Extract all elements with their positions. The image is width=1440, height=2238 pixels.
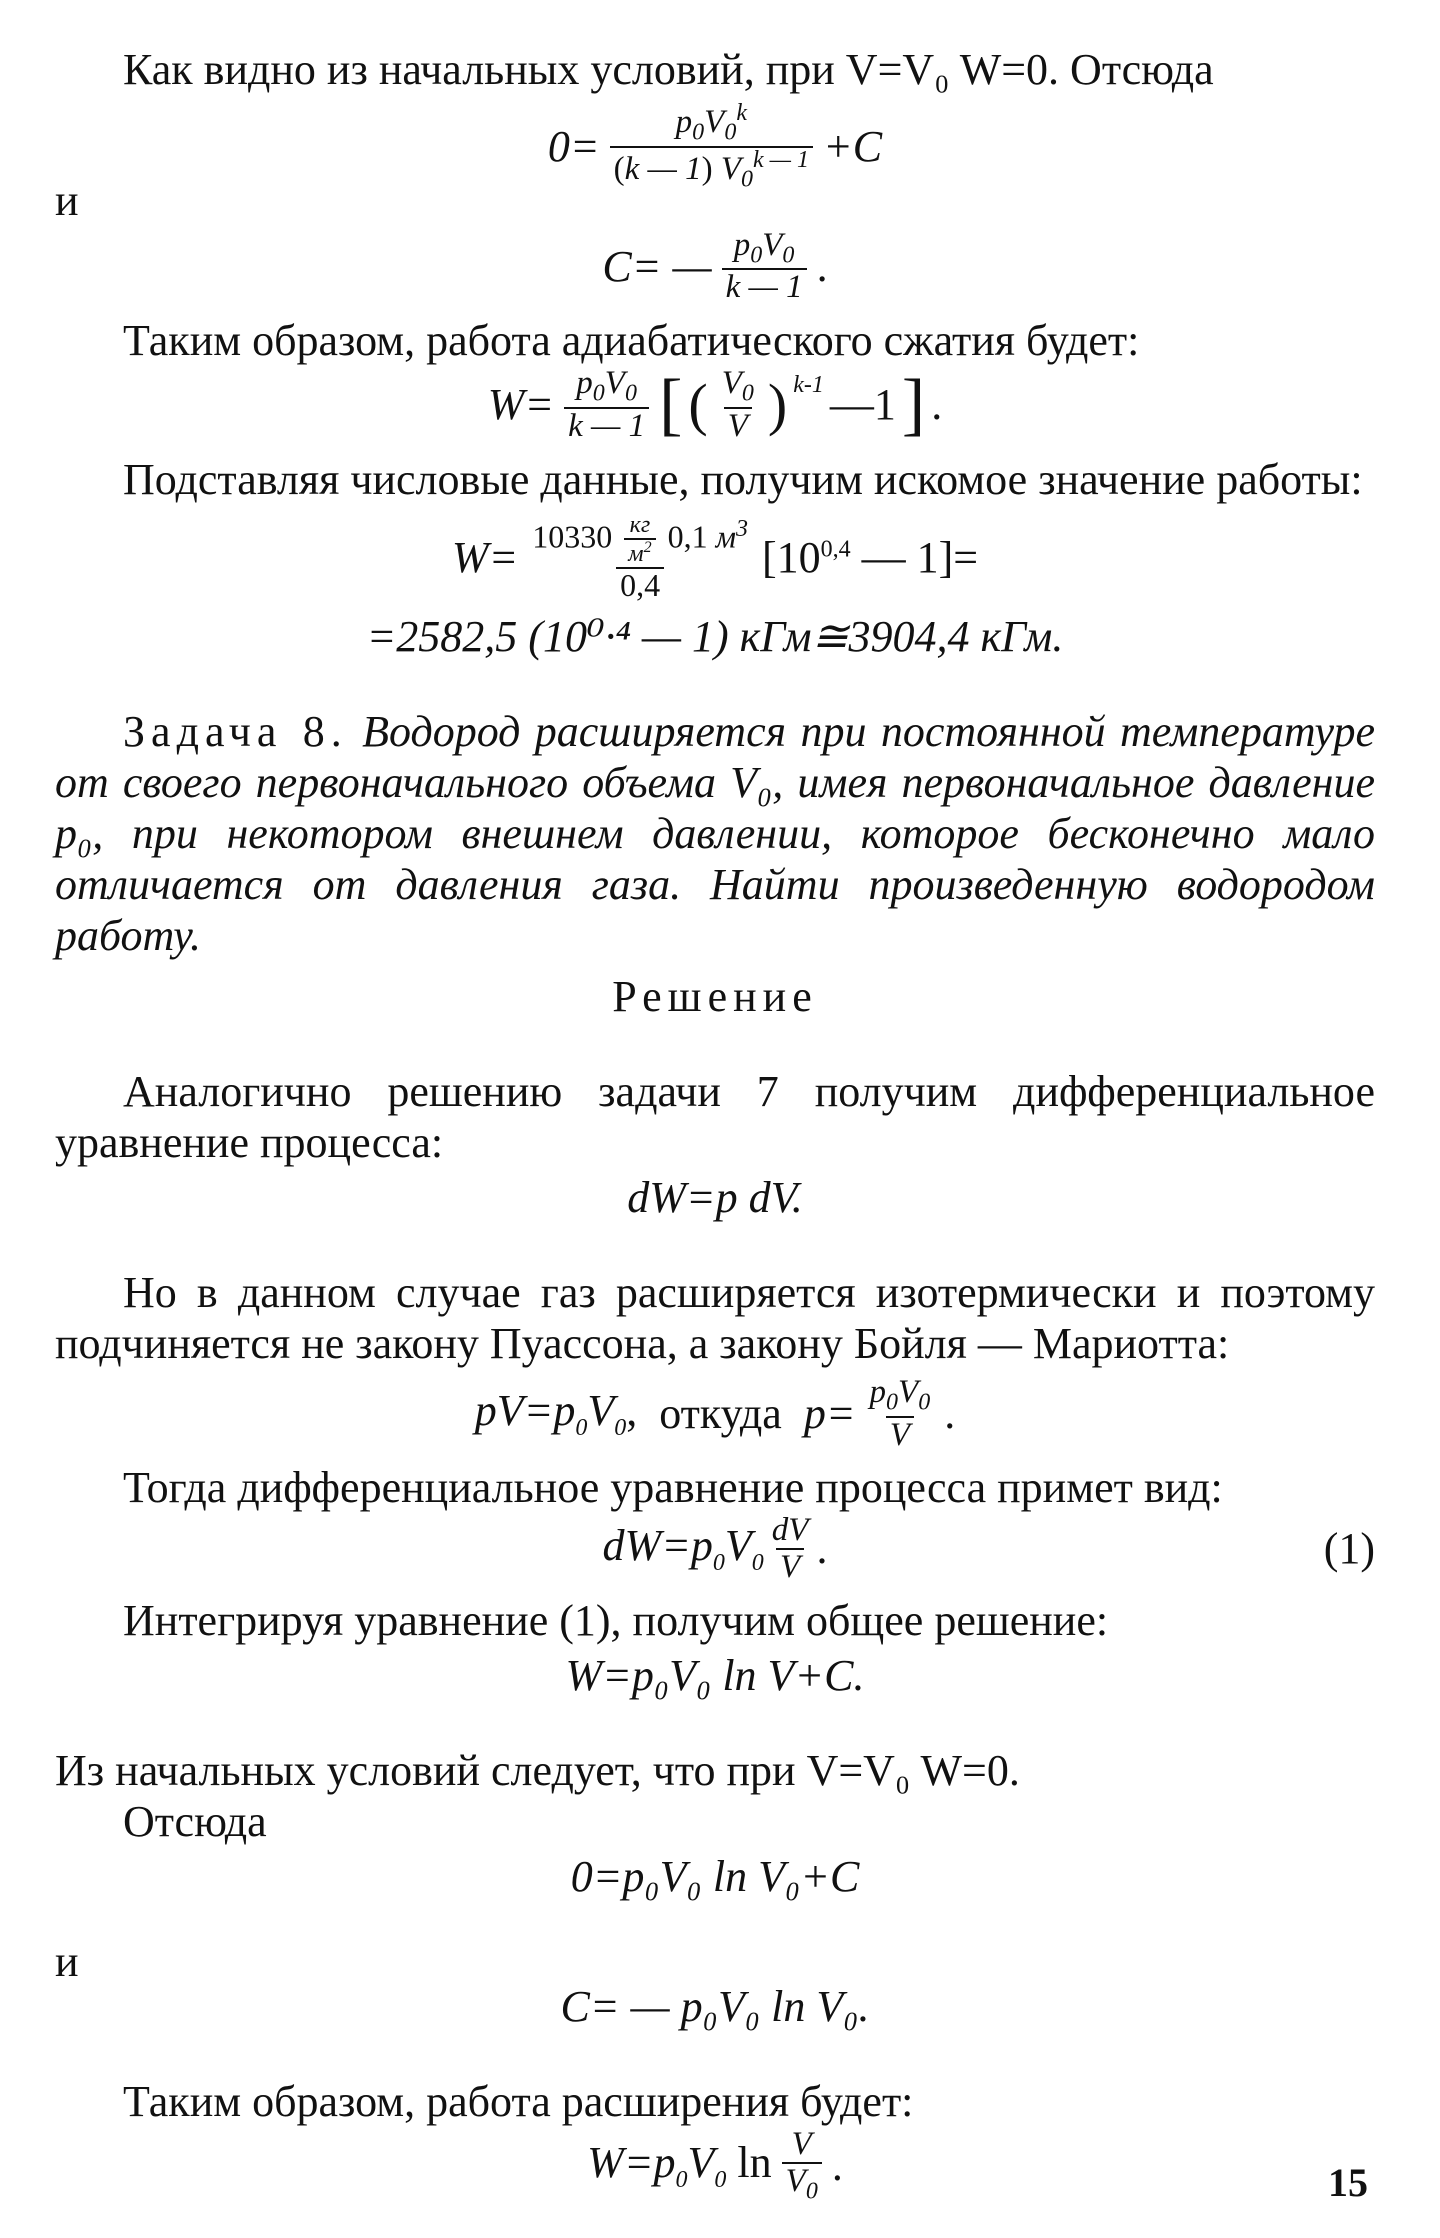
paragraph-adiabatic-work: Таким образом, работа адиабатического сжатия будет:: [123, 316, 1140, 366]
word-hence: Отсюда: [123, 1796, 267, 1846]
conjunction-and-2: и: [55, 1936, 79, 1986]
equation-general-solution: W=p₀V₀ ln V+C.: [565, 1650, 865, 1700]
word-whence: откуда: [659, 1389, 782, 1439]
equation-expansion-work: $W=p_0V_0$ ln $\frac{V}{V_0}$ .: [587, 2125, 843, 2205]
equation-1: $dW=p_0V_0$ $\frac{dV}{V}$ . (1): [602, 1512, 1375, 1585]
equation-numeric-1: W= 10330 $\frac{кг}{м^2}$ 0,1 $м^3$ 0,4 [10$^{0,4}$ — 1]=: [451, 511, 979, 603]
equation-zero-ln: 0=p₀V₀ ln V₀+C: [570, 1851, 860, 1901]
paragraph-isothermal: Но в данном случае газ расширяется изотермически и поэтому подчиняется не закону Пуассона, а закону Бойля — Мариотта:: [55, 1267, 1375, 1368]
page-number: 15: [1328, 2160, 1368, 2205]
page-content: [55, 44, 1375, 2204]
equation-number: (1): [1323, 1524, 1375, 1574]
equation-zero: 0= $\frac{p_0V_0^k}{(k — 1) V_0^{k — 1}}$ +C: [547, 100, 883, 193]
equation-c: C= — $\frac{p_0V_0}{k — 1}$ .: [602, 226, 828, 306]
paragraph-analogous: Аналогично решению задачи 7 получим дифференциальное уравнение процесса:: [55, 1066, 1375, 1167]
equation-numeric-2: =2582,5 (10⁰·⁴ — 1) кГм≅3904,4 кГм.: [366, 611, 1064, 661]
equation-adiabatic-work: W= $\frac{p_0V_0}{k — 1}$ [ ( $\frac{V_0}{V}$ ) $^{k-1}$ —1 ] .: [487, 365, 943, 444]
paragraph-expansion-work: Таким образом, работа расширения будет:: [123, 2076, 914, 2126]
task-8-text: Водород расширяется при постоянной температуре от своего первоначального объема V₀, имея первоначальное давление p₀, при некотором внешнем давлении, которое бесконечно мало отличается от давления газа. Найти произведенную водородом работу.: [55, 706, 1375, 960]
solution-heading: Решение: [612, 971, 818, 1021]
paragraph-integrating: Интегрируя уравнение (1), получим общее решение:: [123, 1595, 1109, 1645]
equation-boyle: $pV=p_0V_0$, откуда p= $\frac{p_0V_0}{V}$ .: [474, 1373, 956, 1453]
paragraph-from-initial: Из начальных условий следует, что при V=V₀ W=0.: [55, 1745, 1020, 1795]
task-8-label: Задача 8.: [123, 706, 348, 756]
paragraph-initial-conditions: Как видно из начальных условий, при V=V₀ W=0. Отсюда: [123, 45, 1214, 94]
paragraph-substitute: Подставляя числовые данные, получим искомое значение работы:: [123, 454, 1363, 504]
task-8: [55, 706, 1375, 961]
paragraph-then: Тогда дифференциальное уравнение процесса примет вид:: [123, 1463, 1223, 1513]
equation-dw: dW=p dV.: [627, 1172, 803, 1222]
equation-c-ln: C= — p₀V₀ ln V₀.: [560, 1981, 870, 2031]
conjunction-and: и: [55, 175, 79, 225]
